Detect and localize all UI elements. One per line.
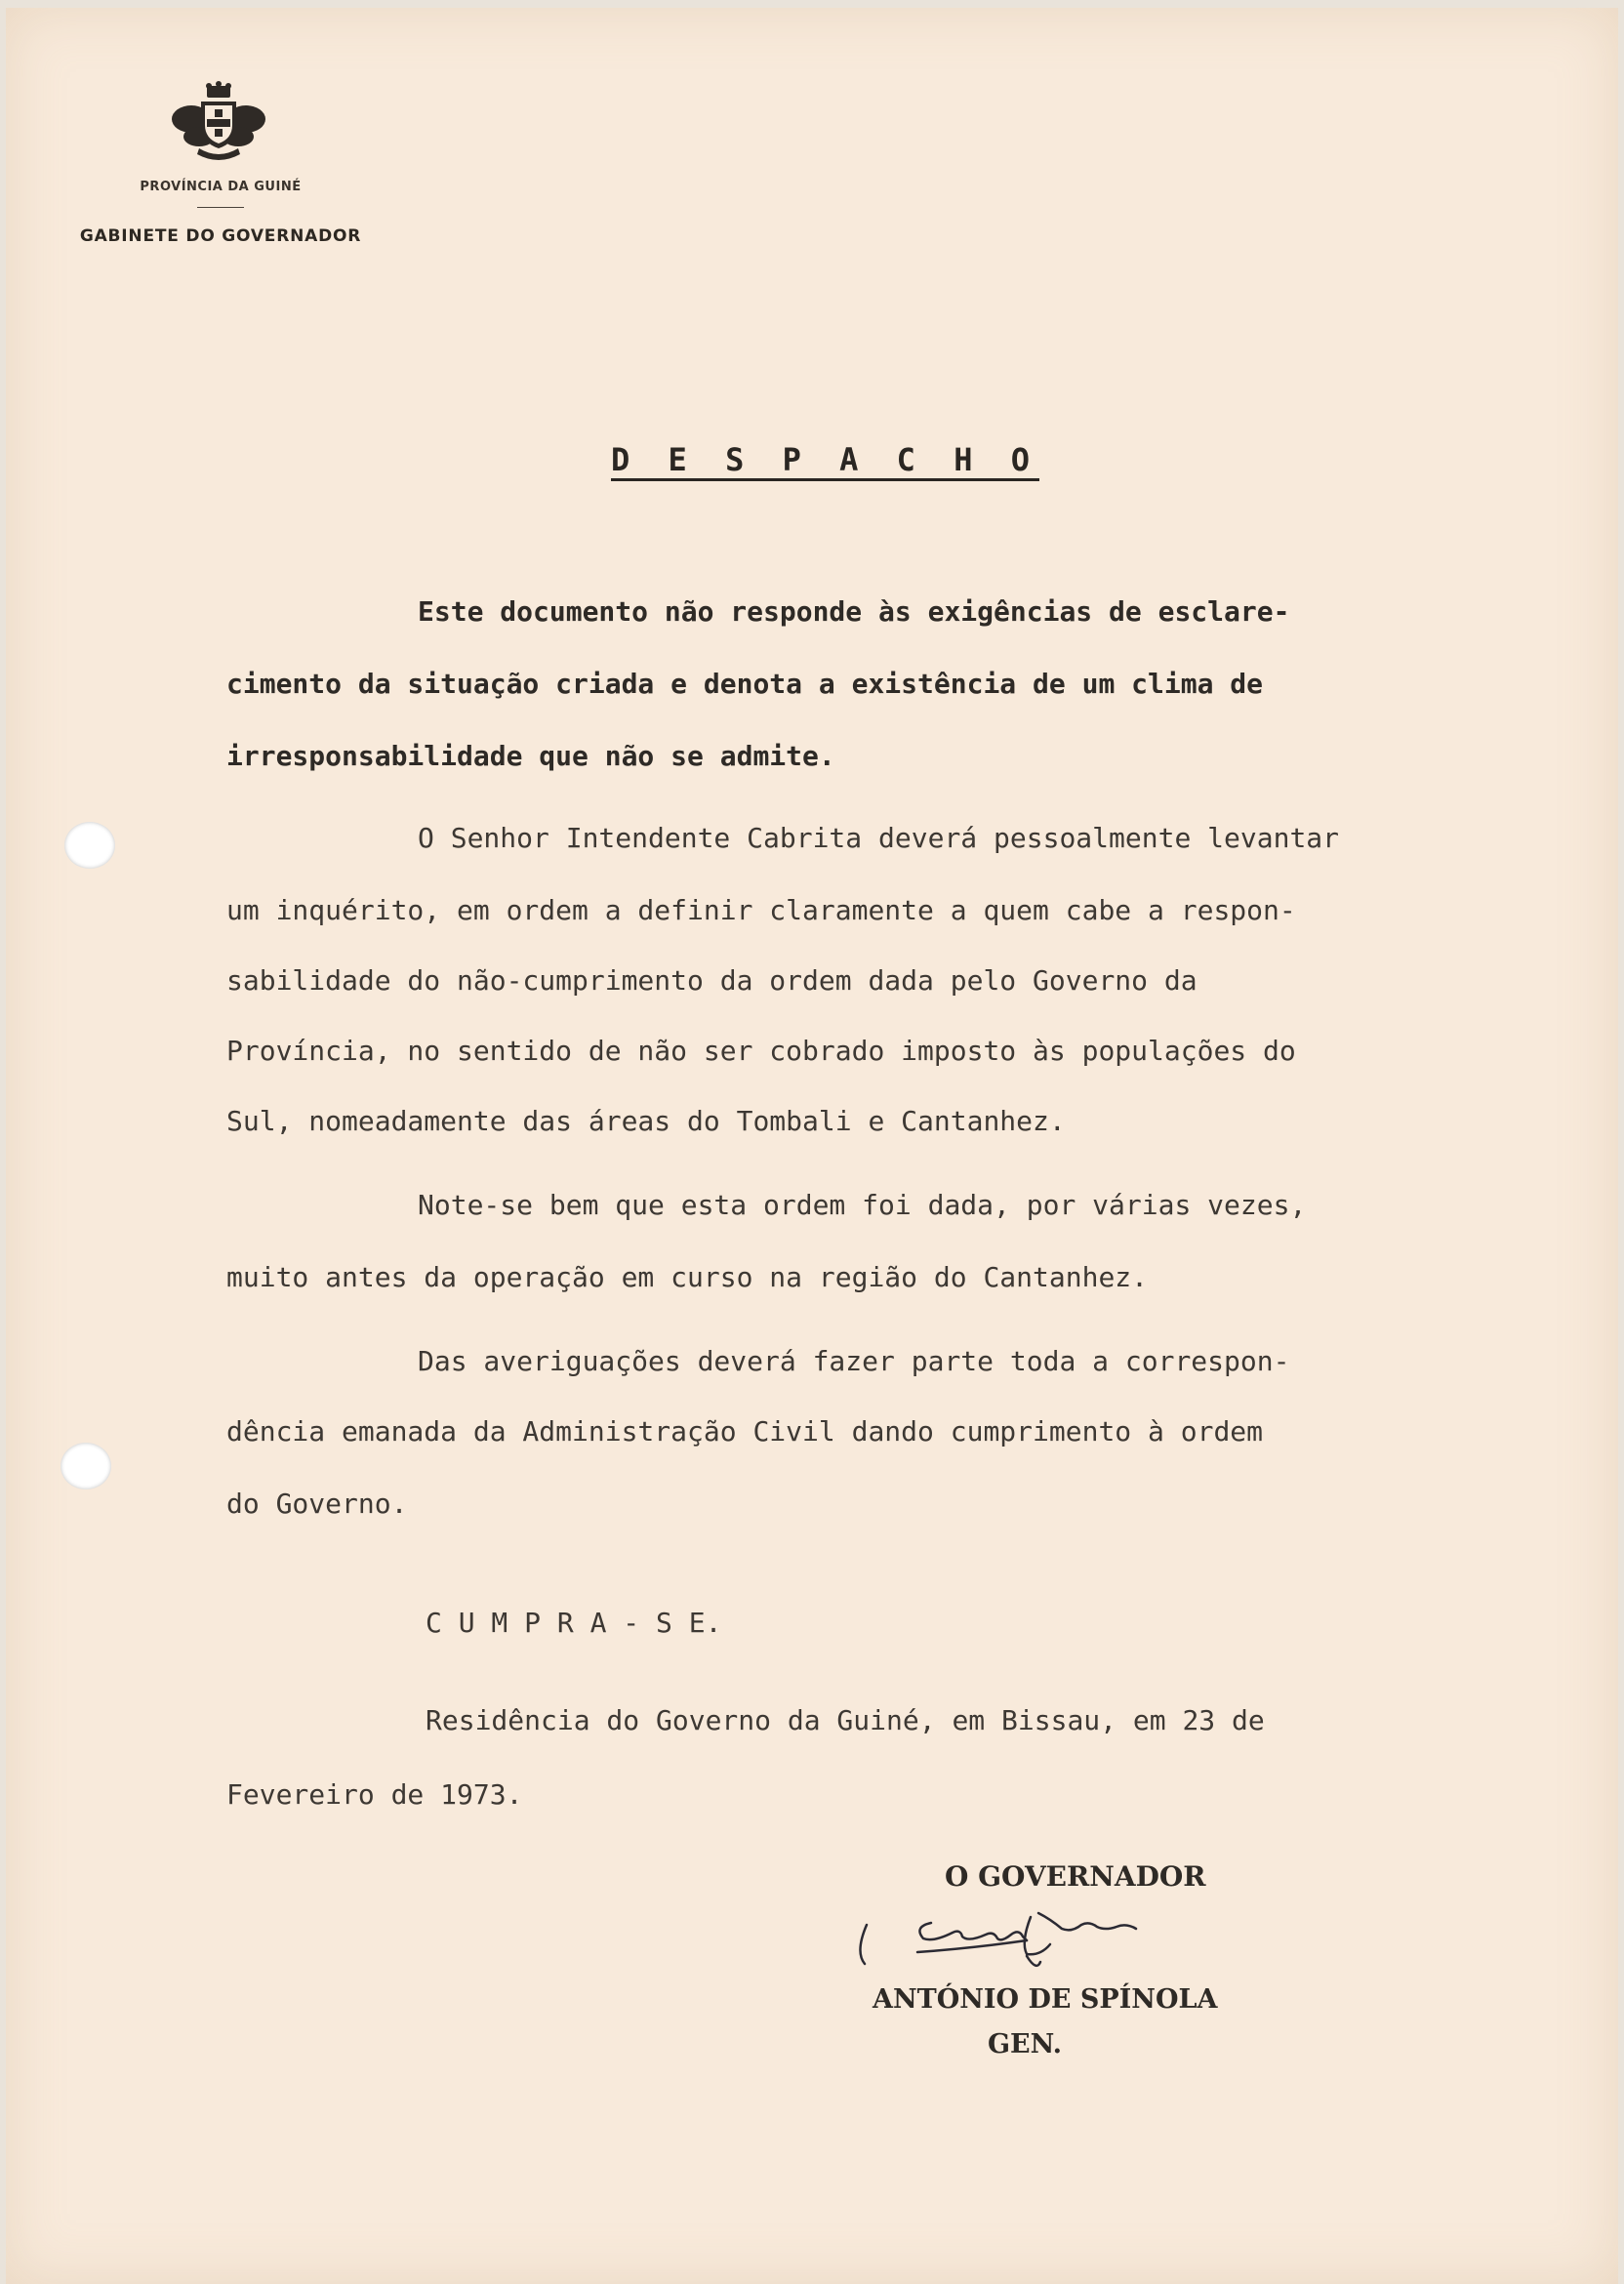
- body-line: dência emanada da Administração Civil dando cumprimento à ordem: [226, 1415, 1264, 1448]
- punch-hole: [61, 1443, 111, 1489]
- body-line: do Governo.: [226, 1488, 408, 1520]
- signatory-name: ANTÓNIO DE SPÍNOLA: [873, 1984, 1218, 2015]
- body-line: sabilidade do não-cumprimento da ordem dada pelo Governo da: [226, 964, 1198, 997]
- document-sheet: [6, 8, 1618, 2284]
- body-line: Sul, nomeadamente das áreas do Tombali e Cantanhez.: [226, 1105, 1066, 1137]
- signatory-rank: GEN.: [988, 2029, 1062, 2060]
- place-date-line: Fevereiro de 1973.: [226, 1778, 523, 1811]
- letterhead-divider: [197, 207, 244, 208]
- document-title: D E S P A C H O: [611, 441, 1039, 478]
- body-line: um inquérito, em ordem a definir claramente a quem cabe a respon-: [226, 894, 1296, 926]
- signatory-role: O GOVERNADOR: [945, 1860, 1206, 1893]
- office-name: GABINETE DO GOVERNADOR: [79, 226, 362, 246]
- place-date-line: Residência do Governo da Guiné, em Bissau, em 23 de: [426, 1704, 1265, 1736]
- body-line: Província, no sentido de não ser cobrado imposto às populações do: [226, 1035, 1296, 1067]
- body-line: muito antes da operação em curso na região do Cantanhez.: [226, 1261, 1149, 1293]
- coat-of-arms-icon: [170, 80, 267, 164]
- body-line: Note-se bem que esta ordem foi dada, por várias vezes,: [418, 1189, 1307, 1221]
- body-line: Este documento não responde às exigências de esclare-: [418, 595, 1290, 628]
- punch-hole: [64, 822, 115, 869]
- body-line: irresponsabilidade que não se admite.: [226, 740, 835, 772]
- body-line: O Senhor Intendente Cabrita deverá pessoalmente levantar: [418, 822, 1340, 854]
- body-line: Das averiguações deverá fazer parte toda a correspon-: [418, 1345, 1290, 1377]
- handwritten-signature: [855, 1894, 1265, 1991]
- body-line: cimento da situação criada e denota a existência de um clima de: [226, 668, 1264, 700]
- closing-order: C U M P R A - S E.: [426, 1607, 722, 1639]
- province-name: PROVÍNCIA DA GUINÉ: [140, 180, 302, 194]
